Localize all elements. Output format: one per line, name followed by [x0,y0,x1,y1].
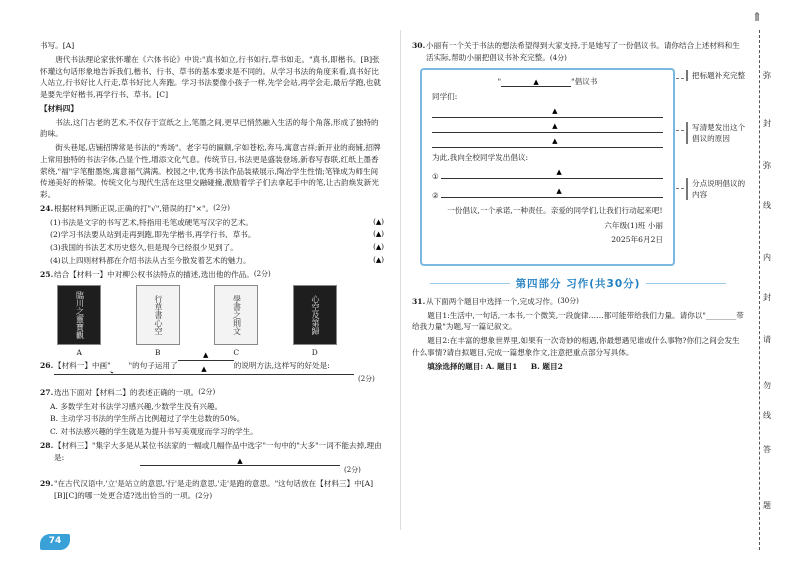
binding-line [759,30,760,550]
item-line[interactable]: ▲ [441,187,663,198]
question-text: 的说明方法,这样写的好处是: [233,361,330,371]
question-28-answer-line [40,456,384,476]
topic-1: 题目1:生活中,一句话,一本书,一个微笑,一段旋律……都可能带给我们力量。请你以"________带给我力量"为题,写一篇记叙文。 [412,310,744,332]
reason-line[interactable]: ▲ [432,122,663,133]
calligraphy-image [214,285,258,345]
proposal-box [420,68,675,266]
judge-item-text: (3)我国的书法艺术历史悠久,但是现今已经很少见到了。 [50,243,238,253]
heading-rule [430,283,510,284]
choice-topic-1[interactable]: A. 题目1 [485,361,518,371]
note-connector [676,130,684,131]
question-number: 26. [40,361,54,371]
calligraphy-option-d[interactable] [293,285,337,359]
question-text [54,478,384,502]
choice-label: 填涂选择的题目: [427,361,484,371]
calligraphy-glyphs: 學書之則文 [232,294,242,335]
answer-blank[interactable]: ▲ [140,465,340,466]
calligraphy-image [136,285,180,345]
note-connector [676,78,684,79]
proposal-item-2 [432,183,663,202]
option-b[interactable]: B. 主动学习书法的学生所占比例超过了学生总数的50%。 [50,414,245,424]
judge-item [40,255,384,267]
page-divider [400,30,401,530]
calligraphy-options [40,285,384,359]
heading-rule [646,283,726,284]
option-label: A [76,347,82,357]
calligraphy-option-a[interactable] [57,285,101,359]
question-25 [40,269,384,281]
note-connector [676,188,684,189]
proposal-area [412,68,744,266]
question-number: 27. [40,387,54,397]
topic-choice [412,361,744,373]
option-a[interactable]: A. 多数学生对书法学习感兴趣,少数学生没有兴趣。 [50,401,223,411]
answer-mark[interactable]: (▲) [373,256,384,265]
question-text: 从下面两个题目中选择一个,完成习作。 [426,296,558,306]
question-27 [40,387,384,399]
note-title: 把标题补充完整 [686,70,750,81]
question-text: 【材料三】"集字大多是从某位书法家的一幅或几幅作品中选字"一句中的"大多"一词不能去掉,理由是: [54,440,382,462]
question-text: 根据材料判断正误,正确的打"√",错误的打"×"。 [54,203,214,213]
answer-blank[interactable]: ▲ [54,374,354,375]
judge-item-text: (1)书法是文字的书写艺术,特指用毛笔或硬笔写汉字的艺术。 [50,217,254,227]
answer-mark[interactable]: (▲) [373,217,384,226]
note-reason: 写清楚发出这个倡议的原因 [686,122,750,144]
question-score: (2分) [253,269,271,278]
calligraphy-option-b[interactable] [136,285,180,359]
question-number: 29. [40,479,54,489]
question-number: 24. [40,203,54,213]
strip-char: 封 [763,119,771,128]
question-score: (2分) [344,466,361,475]
section-title: 第四部分 习作(共30分) [515,277,641,290]
question-score: (4分) [549,53,567,62]
question-text: "的句子运用了 [128,361,178,371]
question-text: 结合【材料一】中对柳公权书法特点的描述,选出他的作品。 [54,269,254,279]
item-marker: ① [432,172,439,182]
item-line[interactable]: ▲ [441,168,663,179]
calligraphy-glyphs: 臨川之靈寶觀 [75,290,85,339]
answer-mark[interactable]: (▲) [373,230,384,239]
judge-item-text: (2)学习书法要从站到走再到跑,即先学楷书,再学行书、草书。 [50,230,256,240]
binding-strip [748,0,800,566]
judge-item [40,242,384,254]
material4-paragraph-2: 街头巷尾,店铺招牌常是书法的"秀场"。老字号的匾额,字如苍松,奔马,寓意吉祥;新开业的商铺,招牌上常用独特的书法字体,凸显个性,增添文化气息。传统节日,书法更是盛装登场,新春写春联,红纸上墨香萦绕,"福"字笔酣墨饱,寓意福气满满。校园之中,优秀书法作品装裱展示,陶冶学生性情;笔锋成为师生间传递美好的桥梁。传统文化与现代生活在这里交融碰撞,激励着学子们去拿起手中的笔,让古韵焕发新光彩。 [40,143,381,200]
question-score: (2分) [213,203,231,212]
right-page [404,0,744,566]
question-29 [40,478,384,502]
question-text: 选出下面对【材料二】的表述正确的一项。 [54,387,199,397]
judge-item-text: (4)以上四则材料都在介绍书法从古至今散发着艺术的魅力。 [50,256,251,266]
question-text: 【材料一】中画" [54,361,111,371]
question-text-body: 小丽有一个关于书法的想法希望得到大家支持,于是她写了一份倡议书。请你结合上述材料和生活实际,帮助小丽把倡议书补充完整。 [426,41,740,62]
material4-paragraph-1: 书法,这门古老的艺术,不仅存于宣纸之上,笔墨之间,更早已悄然融入生活的每个角落,形成了独特的韵味。 [40,117,379,139]
proposal-greeting: 同学们: [432,92,458,102]
question-text-body: "在古代汉语中,'立'是站立的意思,'行'是走的意思,'走'是跑的意思。"这句话放在【材料三】中[A][B][C]的哪一处更合适?选出恰当的一项。 [54,479,374,500]
reason-line[interactable]: ▲ [432,137,663,148]
question-number: 28. [40,440,54,450]
strip-char: 封 [763,293,771,302]
option-c[interactable]: C. 对书法感兴趣的学生就是为提升书写美观度而学习的学生。 [50,427,258,437]
calligraphy-image [293,285,337,345]
proposal-date: 2025年6月2日 [611,235,663,245]
question-score: (30分) [557,296,579,305]
section-4-heading [412,276,744,292]
calligraphy-image [57,285,101,345]
question-number: 25. [40,269,54,279]
note-content: 分点说明倡议的内容 [686,178,750,200]
question-score: (2分) [198,387,216,396]
question-number: 31. [412,296,426,306]
question-31 [412,296,744,308]
option-label: D [311,347,318,357]
question-24 [40,203,384,215]
choice-topic-2[interactable]: B. 题目2 [530,361,563,371]
intro-paragraph: 唐代书法理论家张怀瓘在《六体书论》中说:"真书如立,行书如行,草书如走。"真书,即楷书。[B]张怀瓘这句话形象地告诉我们,楷书、行书、草书的基本要求是不同的。从学习书法的角度来看,真书好比人站立,行书好比人行走,草书好比人奔跑。学习书法要像小孩子一样,先学会站,再学会走,最后学跑,也就是要先学好楷书,再学行书、草书。[C] [40,54,382,100]
reason-line[interactable]: ▲ [432,107,663,118]
judge-item [40,229,384,241]
judge-item [40,217,384,229]
strip-char: 弥 [763,71,771,80]
calligraphy-glyphs: 心空及第歸 [310,294,320,335]
proposal-closing: 一份倡议,一个承诺,一种责任。亲爱的同学们,让我们行动起来吧! [447,205,663,215]
question-number: 30. [412,41,426,50]
title-blank[interactable]: ▲ [501,86,571,87]
strip-char: 答 [763,445,771,454]
page-number-badge: 74 [40,534,70,550]
calligraphy-option-c[interactable] [214,285,258,359]
strip-char: 线 [763,201,771,210]
proposal-title [432,76,663,88]
option-label: C [233,347,240,357]
strip-char: 请 [763,335,771,344]
strip-char: 题 [763,501,771,510]
question-score: (2分) [195,491,213,500]
answer-mark[interactable]: (▲) [373,243,384,252]
question-score: (2分) [358,374,375,383]
material4-title: 【材料四】 [40,103,78,113]
calligraphy-glyphs: 行草書心空 [153,294,163,335]
option-label: B [154,347,161,357]
proposal-item-1 [432,164,663,183]
title-text: "倡议书 [571,76,598,86]
proposal-signer: 六年级(1)班 小丽 [604,220,663,230]
intro-line: 书写。[A] [40,41,75,50]
rocket-icon: ⇑ [752,10,763,24]
strip-char: 弥 [763,161,771,170]
title-quote: " [497,76,502,86]
item-marker: ② [432,191,439,201]
left-page [0,0,398,566]
strip-char: 线 [763,411,771,420]
question-30 [412,40,744,64]
question-text [426,40,744,64]
strip-char: 内 [763,253,771,262]
topic-2: 题目2:在丰富的想象世界里,如果有一次奇妙的相遇,你最想遇见谁或什么事物?你们之间会发生什么事情?请自拟题目,完成一篇想象作文,注意把重点部分写具体。 [412,336,740,357]
question-26 [40,351,384,372]
question-28 [40,440,384,464]
wavy-mark [111,360,129,372]
answer-blank[interactable]: ▲ [178,360,234,361]
strip-char: 勿 [763,381,771,390]
proposal-call: 为此,我向全校同学发出倡议: [432,153,529,163]
